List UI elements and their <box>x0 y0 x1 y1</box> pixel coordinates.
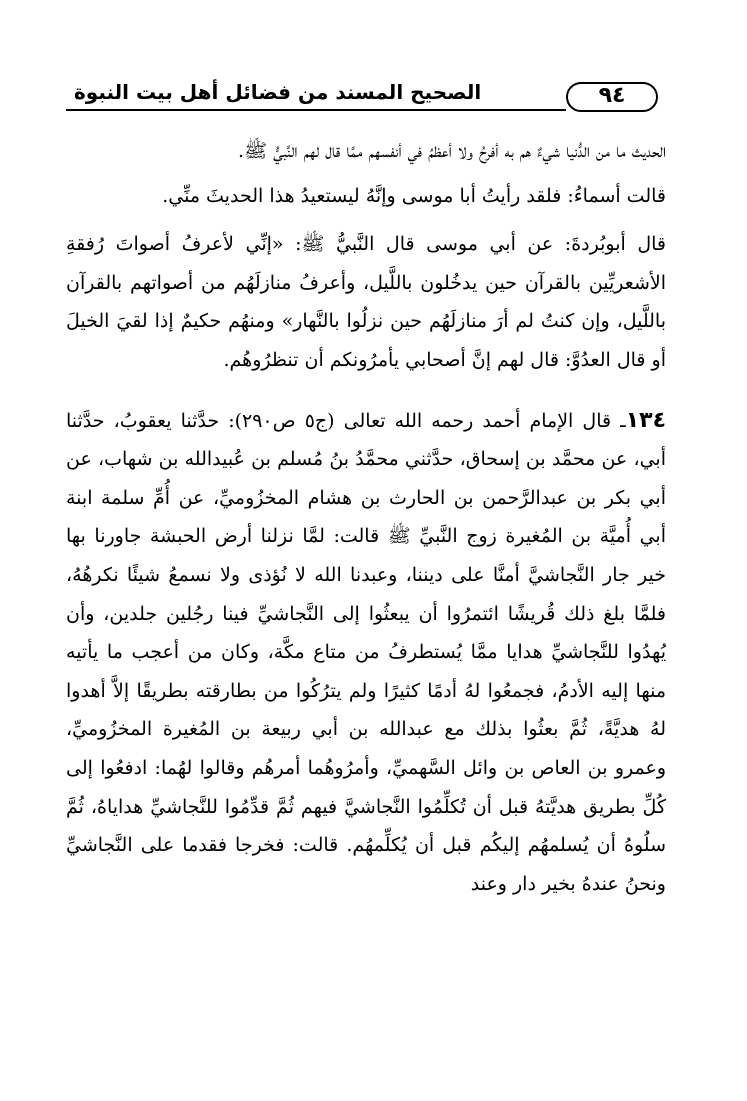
paragraph-continuation: الحديث ما من الدُّنيا شيءٌ هم به أفرحُ ولا أعظمُ في أنفسهم ممَّا قال لهم النَّبيُّ ﷺ. <box>238 140 666 162</box>
page-number: ٩٤ <box>566 82 658 112</box>
page-header <box>66 74 666 114</box>
paragraph-abu-burda: قال أبوبُردةَ: عن أبي موسى قال النَّبيُّ ﷺ: «إنِّي لأعرفُ أصواتَ رُفقةِ الأشعريِّين بالقرآن حين يدخُلون باللَّيل، وأعرفُ منازلَهُم من أصواتهم بالقرآن باللَّيل، وإن كنتُ لم أرَ منازلَهُم حين نزلُوا بالنَّهار» ومنهُم حكيمٌ إذا لقيَ الخيلَ أو قال العدُوَّ: قال لهم إنَّ أصحابي يأمرُونكم أن تنظرُوهُم. <box>66 233 666 371</box>
running-title: الصحيح المسند من فضائل أهل بيت النبوة <box>74 80 482 104</box>
hadith-paragraph <box>66 402 666 904</box>
hadith-number: ١٣٤ <box>625 407 667 433</box>
page-body <box>66 132 666 903</box>
header-rule <box>66 109 566 111</box>
paragraph-asma: قالت أسماءُ: فلقد رأيتُ أبا موسى وإنَّهُ ليستعيدُ هذا الحديثَ منِّي. <box>162 184 666 207</box>
hadith-text: ـ قال الإمام أحمد رحمه الله تعالى (ج٥ ص٢٩٠): حدَّثنا يعقوبُ، حدَّثنا أبي، عن محمَّد بن إسحاق، حدَّثني محمَّدُ بنُ مُسلم بن عُبيدالله بن شهاب، عن أبي بكر بن عبدالرَّحمن بن الحارث بن هشام المخزُوميِّ، عن أُمِّ سلمة ابنة أبي أُميَّة بن المُغيرة زوج النَّبيِّ ﷺ قالت: لمَّا نزلنا أرض الحبشة جاورنا بها خير جار النَّجاشيَّ أمنَّا على ديننا، وعبدنا الله لا نُؤذى ولا نسمعُ شيئًا نكرهُهُ، فلمَّا بلغ ذلك قُريشًا ائتمرُوا أن يبعثُوا إلى النَّجاشيِّ فينا رجُلين جلدين، وأن يُهدُوا للنَّجاشيِّ هدايا ممَّا يُستطرفُ من متاع مكَّة، وكان من أعجب ما يأتيه منها إليه الأدمُ، فجمعُوا لهُ أدمًا كثيرًا ولم يترُكُوا من بطارقته بطريقًا إلاَّ أهدوا لهُ هديَّةً، ثُمَّ بعثُوا بذلك مع عبدالله بن أبي ربيعة بن المُغيرة المخزُوميِّ، وعمرو بن العاص بن وائل السَّهميِّ، وأمرُوهُما أمرهُم وقالوا لهُما: ادفعُوا إلى كُلِّ بطريق هديَّتهُ قبل أن تُكلِّمُوا النَّجاشيَّ فيهم ثُمَّ قدِّمُوا للنَّجاشيِّ هداياهُ، ثُمَّ سلُوهُ أن يُسلمهُم إليكُم قبل أن يُكلِّمهُم. قالت: فخرجا فقدما على النَّجاشيِّ ونحنُ عندهُ بخير دار وعند <box>66 409 666 895</box>
